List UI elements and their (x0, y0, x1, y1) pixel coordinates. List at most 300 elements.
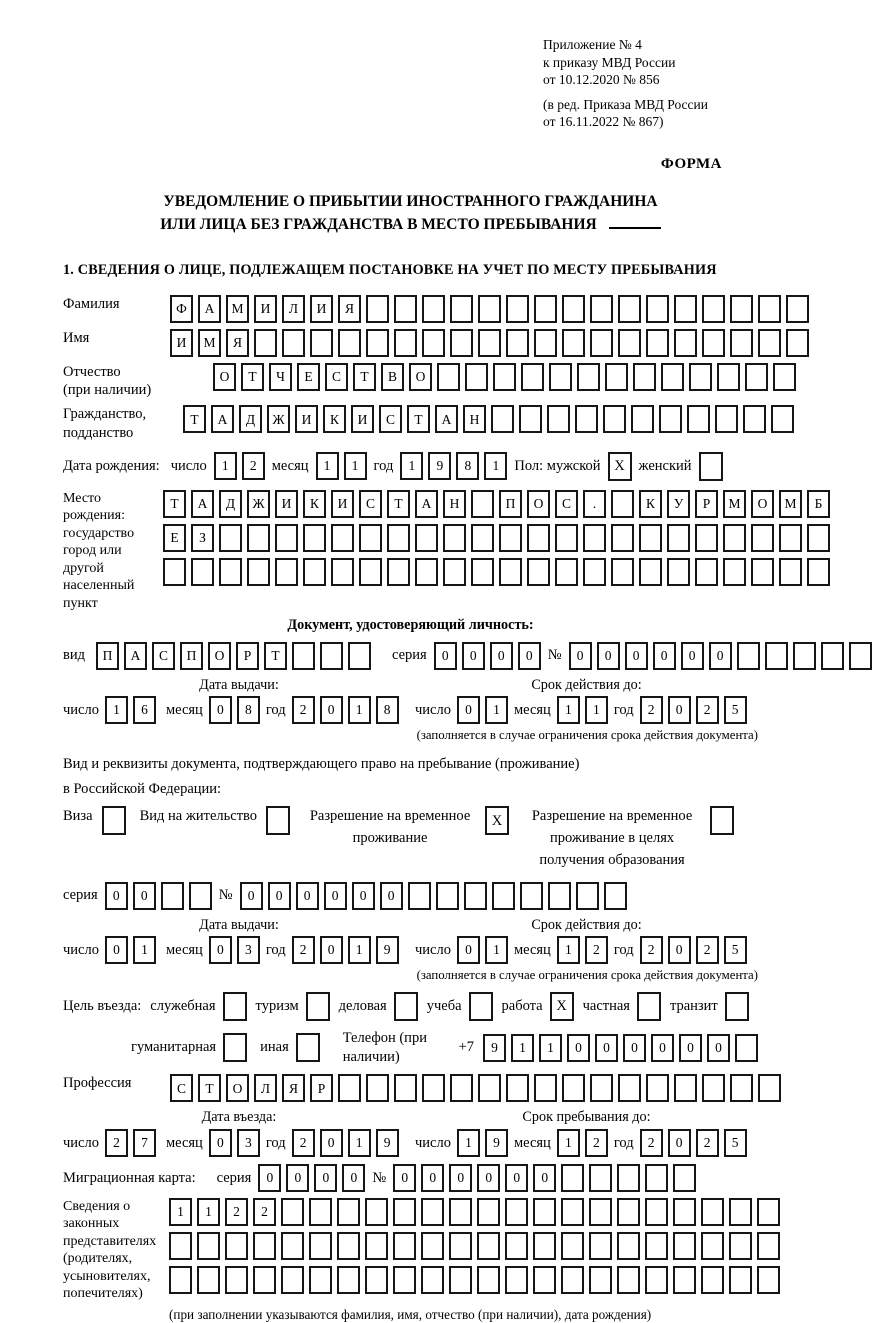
char-cell[interactable] (849, 642, 872, 670)
char-cell[interactable] (521, 363, 544, 391)
char-cell[interactable] (464, 882, 487, 910)
char-cell[interactable]: А (191, 490, 214, 518)
char-cell[interactable] (253, 1232, 276, 1260)
char-cell[interactable]: 0 (296, 882, 319, 910)
char-cell[interactable] (366, 329, 389, 357)
char-cell[interactable]: 0 (651, 1034, 674, 1062)
char-cell[interactable]: 0 (595, 1034, 618, 1062)
char-cell[interactable]: 0 (679, 1034, 702, 1062)
char-cell[interactable]: А (435, 405, 458, 433)
char-cell[interactable] (281, 1198, 304, 1226)
char-cell[interactable]: 2 (640, 696, 663, 724)
char-cell[interactable]: А (124, 642, 147, 670)
char-cell[interactable]: 1 (484, 452, 507, 480)
purpose-work-checkbox[interactable]: X (550, 992, 574, 1021)
char-cell[interactable] (225, 1232, 248, 1260)
char-cell[interactable] (633, 363, 656, 391)
char-cell[interactable]: С (379, 405, 402, 433)
char-cell[interactable] (779, 524, 802, 552)
char-cell[interactable] (575, 405, 598, 433)
char-cell[interactable] (505, 1198, 528, 1226)
char-cell[interactable] (779, 558, 802, 586)
char-cell[interactable] (365, 1198, 388, 1226)
char-cell[interactable]: Р (236, 642, 259, 670)
char-cell[interactable]: 0 (314, 1164, 337, 1192)
char-cell[interactable] (617, 1232, 640, 1260)
char-cell[interactable] (506, 295, 529, 323)
char-cell[interactable] (702, 295, 725, 323)
char-cell[interactable] (611, 490, 634, 518)
char-cell[interactable]: Е (297, 363, 320, 391)
char-cell[interactable]: 0 (668, 936, 691, 964)
char-cell[interactable]: Ч (269, 363, 292, 391)
char-cell[interactable] (689, 363, 712, 391)
char-cell[interactable]: П (180, 642, 203, 670)
char-cell[interactable] (478, 295, 501, 323)
char-cell[interactable]: 9 (483, 1034, 506, 1062)
char-cell[interactable]: 1 (585, 696, 608, 724)
char-cell[interactable] (365, 1232, 388, 1260)
char-cell[interactable]: 2 (640, 936, 663, 964)
char-cell[interactable]: 0 (462, 642, 485, 670)
char-cell[interactable] (645, 1164, 668, 1192)
char-cell[interactable] (618, 1074, 641, 1102)
char-cell[interactable] (561, 1198, 584, 1226)
char-cell[interactable]: 2 (696, 1129, 719, 1157)
char-cell[interactable]: 6 (133, 696, 156, 724)
char-cell[interactable]: З (191, 524, 214, 552)
char-cell[interactable] (659, 405, 682, 433)
char-cell[interactable] (745, 363, 768, 391)
char-cell[interactable] (348, 642, 371, 670)
char-cell[interactable] (667, 558, 690, 586)
char-cell[interactable] (387, 558, 410, 586)
char-cell[interactable] (449, 1232, 472, 1260)
char-cell[interactable]: У (667, 490, 690, 518)
char-cell[interactable] (309, 1198, 332, 1226)
char-cell[interactable]: 0 (668, 696, 691, 724)
char-cell[interactable] (519, 405, 542, 433)
char-cell[interactable]: 0 (324, 882, 347, 910)
char-cell[interactable] (562, 1074, 585, 1102)
char-cell[interactable]: Л (282, 295, 305, 323)
char-cell[interactable] (646, 295, 669, 323)
char-cell[interactable] (450, 329, 473, 357)
char-cell[interactable] (520, 882, 543, 910)
char-cell[interactable] (436, 882, 459, 910)
char-cell[interactable] (730, 1074, 753, 1102)
char-cell[interactable] (645, 1198, 668, 1226)
char-cell[interactable] (337, 1198, 360, 1226)
char-cell[interactable]: Ф (170, 295, 193, 323)
char-cell[interactable]: 0 (597, 642, 620, 670)
char-cell[interactable] (561, 1266, 584, 1294)
char-cell[interactable] (757, 1232, 780, 1260)
char-cell[interactable]: К (639, 490, 662, 518)
char-cell[interactable] (715, 405, 738, 433)
char-cell[interactable] (387, 524, 410, 552)
char-cell[interactable] (366, 295, 389, 323)
char-cell[interactable] (590, 295, 613, 323)
char-cell[interactable] (729, 1198, 752, 1226)
char-cell[interactable] (786, 329, 809, 357)
char-cell[interactable] (331, 558, 354, 586)
char-cell[interactable]: 8 (456, 452, 479, 480)
char-cell[interactable] (499, 558, 522, 586)
char-cell[interactable]: 2 (640, 1129, 663, 1157)
char-cell[interactable] (562, 295, 585, 323)
char-cell[interactable]: С (152, 642, 175, 670)
char-cell[interactable] (786, 295, 809, 323)
char-cell[interactable] (421, 1266, 444, 1294)
char-cell[interactable]: 0 (320, 696, 343, 724)
char-cell[interactable]: 0 (209, 936, 232, 964)
char-cell[interactable]: К (323, 405, 346, 433)
char-cell[interactable]: 1 (133, 936, 156, 964)
char-cell[interactable]: Т (198, 1074, 221, 1102)
char-cell[interactable]: И (351, 405, 374, 433)
char-cell[interactable] (548, 882, 571, 910)
char-cell[interactable] (275, 558, 298, 586)
char-cell[interactable]: 5 (724, 696, 747, 724)
char-cell[interactable]: Р (310, 1074, 333, 1102)
char-cell[interactable]: И (331, 490, 354, 518)
char-cell[interactable]: 2 (105, 1129, 128, 1157)
char-cell[interactable] (673, 1232, 696, 1260)
char-cell[interactable] (589, 1266, 612, 1294)
char-cell[interactable]: И (310, 295, 333, 323)
temp-residence-education-checkbox[interactable] (710, 806, 734, 835)
char-cell[interactable] (527, 524, 550, 552)
char-cell[interactable]: 5 (724, 1129, 747, 1157)
char-cell[interactable] (639, 558, 662, 586)
char-cell[interactable] (169, 1232, 192, 1260)
char-cell[interactable] (576, 882, 599, 910)
char-cell[interactable] (449, 1266, 472, 1294)
char-cell[interactable]: 0 (105, 936, 128, 964)
char-cell[interactable] (247, 558, 270, 586)
char-cell[interactable]: С (325, 363, 348, 391)
char-cell[interactable]: Т (241, 363, 264, 391)
char-cell[interactable]: 0 (533, 1164, 556, 1192)
char-cell[interactable] (281, 1232, 304, 1260)
char-cell[interactable]: 1 (511, 1034, 534, 1062)
char-cell[interactable] (450, 1074, 473, 1102)
char-cell[interactable] (394, 295, 417, 323)
char-cell[interactable] (673, 1164, 696, 1192)
char-cell[interactable] (422, 295, 445, 323)
char-cell[interactable]: 0 (457, 936, 480, 964)
char-cell[interactable]: И (254, 295, 277, 323)
char-cell[interactable] (197, 1232, 220, 1260)
char-cell[interactable]: 1 (105, 696, 128, 724)
char-cell[interactable] (737, 642, 760, 670)
char-cell[interactable]: А (211, 405, 234, 433)
char-cell[interactable] (393, 1266, 416, 1294)
char-cell[interactable]: С (359, 490, 382, 518)
char-cell[interactable] (506, 329, 529, 357)
char-cell[interactable] (443, 558, 466, 586)
char-cell[interactable]: 1 (457, 1129, 480, 1157)
char-cell[interactable] (695, 558, 718, 586)
char-cell[interactable] (309, 1266, 332, 1294)
char-cell[interactable]: 2 (253, 1198, 276, 1226)
char-cell[interactable] (247, 524, 270, 552)
char-cell[interactable] (471, 490, 494, 518)
char-cell[interactable]: Н (443, 490, 466, 518)
char-cell[interactable] (219, 524, 242, 552)
char-cell[interactable]: 0 (434, 642, 457, 670)
char-cell[interactable] (478, 329, 501, 357)
char-cell[interactable] (506, 1074, 529, 1102)
char-cell[interactable] (758, 295, 781, 323)
purpose-commercial-checkbox[interactable] (394, 992, 418, 1021)
char-cell[interactable] (701, 1232, 724, 1260)
char-cell[interactable] (605, 363, 628, 391)
char-cell[interactable] (337, 1232, 360, 1260)
char-cell[interactable] (617, 1164, 640, 1192)
char-cell[interactable] (275, 524, 298, 552)
char-cell[interactable] (639, 524, 662, 552)
char-cell[interactable] (393, 1198, 416, 1226)
char-cell[interactable] (534, 295, 557, 323)
char-cell[interactable] (422, 1074, 445, 1102)
char-cell[interactable]: 7 (133, 1129, 156, 1157)
char-cell[interactable]: 0 (352, 882, 375, 910)
char-cell[interactable]: Д (239, 405, 262, 433)
char-cell[interactable]: 3 (237, 1129, 260, 1157)
temp-residence-checkbox[interactable]: X (485, 806, 509, 835)
char-cell[interactable] (310, 329, 333, 357)
char-cell[interactable] (533, 1232, 556, 1260)
char-cell[interactable] (415, 524, 438, 552)
char-cell[interactable] (493, 363, 516, 391)
char-cell[interactable]: С (170, 1074, 193, 1102)
char-cell[interactable]: Т (353, 363, 376, 391)
residence-permit-checkbox[interactable] (266, 806, 290, 835)
char-cell[interactable]: Я (338, 295, 361, 323)
char-cell[interactable] (533, 1198, 556, 1226)
char-cell[interactable] (807, 558, 830, 586)
char-cell[interactable] (555, 558, 578, 586)
char-cell[interactable] (394, 1074, 417, 1102)
char-cell[interactable] (687, 405, 710, 433)
char-cell[interactable] (758, 329, 781, 357)
char-cell[interactable] (631, 405, 654, 433)
char-cell[interactable] (701, 1266, 724, 1294)
char-cell[interactable] (465, 363, 488, 391)
char-cell[interactable] (611, 524, 634, 552)
char-cell[interactable] (421, 1232, 444, 1260)
char-cell[interactable] (163, 558, 186, 586)
char-cell[interactable]: 0 (240, 882, 263, 910)
purpose-humanitarian-checkbox[interactable] (223, 1033, 247, 1062)
char-cell[interactable] (331, 524, 354, 552)
char-cell[interactable]: 2 (585, 936, 608, 964)
char-cell[interactable] (590, 329, 613, 357)
char-cell[interactable]: 1 (348, 696, 371, 724)
char-cell[interactable]: 0 (518, 642, 541, 670)
char-cell[interactable] (549, 363, 572, 391)
char-cell[interactable]: 5 (724, 936, 747, 964)
char-cell[interactable] (408, 882, 431, 910)
char-cell[interactable]: М (723, 490, 746, 518)
char-cell[interactable]: 9 (376, 1129, 399, 1157)
sex-male-checkbox[interactable]: X (608, 452, 632, 481)
char-cell[interactable]: 1 (539, 1034, 562, 1062)
char-cell[interactable]: Т (264, 642, 287, 670)
char-cell[interactable] (471, 524, 494, 552)
char-cell[interactable]: М (779, 490, 802, 518)
char-cell[interactable]: И (275, 490, 298, 518)
char-cell[interactable]: Я (226, 329, 249, 357)
char-cell[interactable]: 0 (105, 882, 128, 910)
char-cell[interactable]: 0 (681, 642, 704, 670)
char-cell[interactable]: 1 (557, 696, 580, 724)
char-cell[interactable]: 2 (696, 696, 719, 724)
char-cell[interactable] (359, 558, 382, 586)
char-cell[interactable]: 1 (169, 1198, 192, 1226)
char-cell[interactable]: О (208, 642, 231, 670)
char-cell[interactable] (751, 558, 774, 586)
char-cell[interactable]: О (409, 363, 432, 391)
char-cell[interactable] (723, 524, 746, 552)
char-cell[interactable]: А (198, 295, 221, 323)
char-cell[interactable] (562, 329, 585, 357)
char-cell[interactable]: 9 (428, 452, 451, 480)
char-cell[interactable]: 0 (380, 882, 403, 910)
char-cell[interactable]: 0 (505, 1164, 528, 1192)
char-cell[interactable]: 1 (348, 1129, 371, 1157)
char-cell[interactable] (773, 363, 796, 391)
char-cell[interactable] (723, 558, 746, 586)
char-cell[interactable]: 0 (625, 642, 648, 670)
char-cell[interactable] (393, 1232, 416, 1260)
char-cell[interactable] (674, 329, 697, 357)
char-cell[interactable] (729, 1266, 752, 1294)
char-cell[interactable] (534, 1074, 557, 1102)
char-cell[interactable]: Д (219, 490, 242, 518)
char-cell[interactable] (534, 329, 557, 357)
char-cell[interactable] (590, 1074, 613, 1102)
char-cell[interactable] (337, 1266, 360, 1294)
visa-checkbox[interactable] (102, 806, 126, 835)
char-cell[interactable]: Я (282, 1074, 305, 1102)
char-cell[interactable] (701, 1198, 724, 1226)
char-cell[interactable] (505, 1266, 528, 1294)
char-cell[interactable] (492, 882, 515, 910)
char-cell[interactable]: А (415, 490, 438, 518)
char-cell[interactable]: 1 (316, 452, 339, 480)
char-cell[interactable] (611, 558, 634, 586)
char-cell[interactable]: Т (183, 405, 206, 433)
char-cell[interactable] (583, 558, 606, 586)
char-cell[interactable] (527, 558, 550, 586)
char-cell[interactable] (673, 1266, 696, 1294)
char-cell[interactable] (477, 1266, 500, 1294)
char-cell[interactable] (471, 558, 494, 586)
char-cell[interactable]: 0 (320, 1129, 343, 1157)
char-cell[interactable] (449, 1198, 472, 1226)
char-cell[interactable] (577, 363, 600, 391)
char-cell[interactable]: 0 (320, 936, 343, 964)
char-cell[interactable] (617, 1266, 640, 1294)
char-cell[interactable]: 0 (623, 1034, 646, 1062)
char-cell[interactable] (583, 524, 606, 552)
char-cell[interactable] (477, 1232, 500, 1260)
purpose-private-checkbox[interactable] (637, 992, 661, 1021)
char-cell[interactable]: 1 (485, 696, 508, 724)
char-cell[interactable]: 2 (585, 1129, 608, 1157)
char-cell[interactable] (702, 329, 725, 357)
char-cell[interactable]: С (555, 490, 578, 518)
char-cell[interactable]: 0 (209, 696, 232, 724)
char-cell[interactable]: 1 (485, 936, 508, 964)
char-cell[interactable] (589, 1164, 612, 1192)
char-cell[interactable] (646, 1074, 669, 1102)
char-cell[interactable]: Ж (247, 490, 270, 518)
char-cell[interactable] (491, 405, 514, 433)
char-cell[interactable]: 1 (400, 452, 423, 480)
char-cell[interactable]: 2 (292, 936, 315, 964)
char-cell[interactable] (292, 642, 315, 670)
char-cell[interactable]: Ж (267, 405, 290, 433)
char-cell[interactable]: Т (163, 490, 186, 518)
char-cell[interactable]: М (226, 295, 249, 323)
char-cell[interactable]: Р (695, 490, 718, 518)
char-cell[interactable] (730, 295, 753, 323)
char-cell[interactable] (702, 1074, 725, 1102)
char-cell[interactable] (219, 558, 242, 586)
char-cell[interactable] (589, 1232, 612, 1260)
char-cell[interactable]: О (213, 363, 236, 391)
char-cell[interactable] (695, 524, 718, 552)
char-cell[interactable] (499, 524, 522, 552)
char-cell[interactable]: Т (387, 490, 410, 518)
char-cell[interactable]: 8 (376, 696, 399, 724)
char-cell[interactable]: Н (463, 405, 486, 433)
char-cell[interactable] (555, 524, 578, 552)
char-cell[interactable] (547, 405, 570, 433)
char-cell[interactable] (303, 558, 326, 586)
char-cell[interactable] (309, 1232, 332, 1260)
char-cell[interactable] (673, 1198, 696, 1226)
char-cell[interactable]: Е (163, 524, 186, 552)
char-cell[interactable]: Л (254, 1074, 277, 1102)
char-cell[interactable]: 0 (268, 882, 291, 910)
char-cell[interactable]: И (170, 329, 193, 357)
char-cell[interactable]: 0 (457, 696, 480, 724)
char-cell[interactable]: 0 (490, 642, 513, 670)
char-cell[interactable]: 1 (197, 1198, 220, 1226)
char-cell[interactable]: 9 (376, 936, 399, 964)
char-cell[interactable] (253, 1266, 276, 1294)
char-cell[interactable] (729, 1232, 752, 1260)
char-cell[interactable] (765, 642, 788, 670)
char-cell[interactable] (366, 1074, 389, 1102)
purpose-tourism-checkbox[interactable] (306, 992, 330, 1021)
char-cell[interactable] (477, 1198, 500, 1226)
char-cell[interactable] (478, 1074, 501, 1102)
char-cell[interactable] (604, 882, 627, 910)
char-cell[interactable] (618, 329, 641, 357)
char-cell[interactable] (645, 1232, 668, 1260)
char-cell[interactable]: 9 (485, 1129, 508, 1157)
char-cell[interactable] (533, 1266, 556, 1294)
char-cell[interactable]: О (751, 490, 774, 518)
char-cell[interactable]: О (527, 490, 550, 518)
char-cell[interactable]: 2 (292, 1129, 315, 1157)
